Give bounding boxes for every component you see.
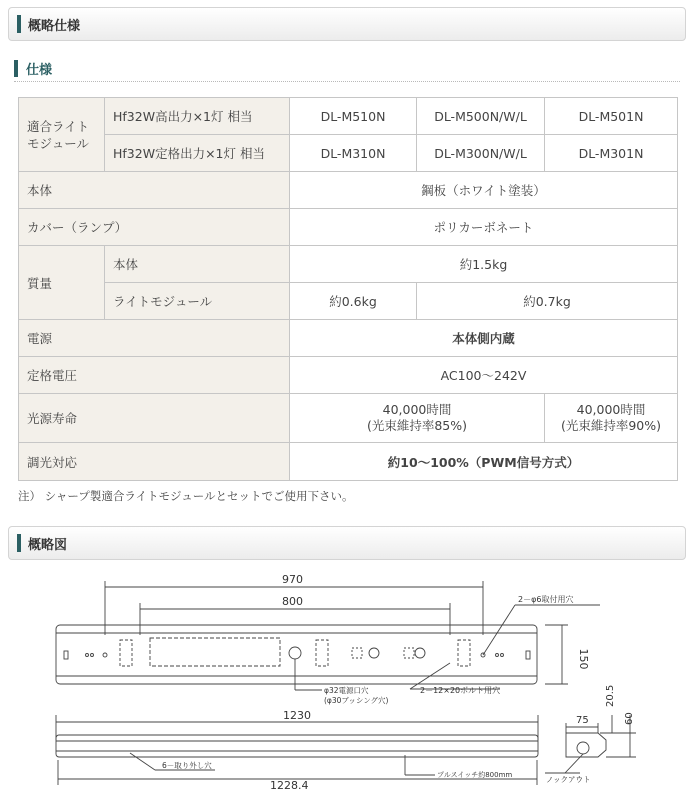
bushing-hole-label: (φ30ブッシング穴) bbox=[324, 696, 389, 705]
table-row bbox=[19, 98, 678, 135]
header-accent-bar bbox=[17, 15, 21, 33]
drawing-section-header bbox=[8, 526, 686, 560]
module-rated-output-label: Hf32W定格出力×1灯 相当 bbox=[105, 135, 290, 172]
body-value: 鋼板（ホワイト塗装） bbox=[290, 172, 678, 209]
table-row bbox=[19, 357, 678, 394]
table-row bbox=[19, 320, 678, 357]
spec-section-title: 概略仕様 bbox=[28, 18, 81, 34]
power-label: 電源 bbox=[19, 320, 290, 357]
header-accent-bar bbox=[17, 534, 21, 552]
dimming-value: 約10～100%（PWM信号方式） bbox=[290, 443, 678, 481]
table-row bbox=[19, 246, 678, 283]
module-cell: DL-M501N bbox=[545, 98, 678, 135]
sub-header-accent-bar bbox=[14, 60, 18, 77]
module-high-output-label: Hf32W高出力×1灯 相当 bbox=[105, 98, 290, 135]
light-module-label: 適合ライト モジュール bbox=[19, 98, 105, 172]
module-cell: DL-M310N bbox=[290, 135, 417, 172]
mass-module-value-2: 約0.7kg bbox=[417, 283, 678, 320]
life-label: 光源寿命 bbox=[19, 394, 290, 443]
module-cell: DL-M300N/W/L bbox=[417, 135, 545, 172]
life-value-2: 40,000時間 (光束維持率90%) bbox=[545, 394, 678, 443]
drawing-section-title: 概略図 bbox=[28, 537, 68, 553]
dim-1228: 1228.4 bbox=[270, 779, 309, 792]
module-cell: DL-M301N bbox=[545, 135, 678, 172]
spec-table bbox=[18, 97, 678, 481]
outline-drawing bbox=[0, 565, 693, 804]
table-row bbox=[19, 135, 678, 172]
dim-1230: 1230 bbox=[283, 709, 311, 722]
table-row bbox=[19, 172, 678, 209]
mass-body-value: 約1.5kg bbox=[290, 246, 678, 283]
mass-body-label: 本体 bbox=[105, 246, 290, 283]
table-row bbox=[19, 209, 678, 246]
module-cell: DL-M510N bbox=[290, 98, 417, 135]
spec-sub-header bbox=[14, 56, 680, 82]
pull-switch-label: プルスイッチ約800mm bbox=[437, 771, 513, 779]
mass-module-label: ライトモジュール bbox=[105, 283, 290, 320]
usage-note: 注） シャープ製適合ライトモジュールとセットでご使用下さい。 bbox=[18, 489, 354, 503]
mass-label: 質量 bbox=[19, 246, 105, 320]
dimming-label: 調光対応 bbox=[19, 443, 290, 481]
dim-20-5: 20.5 bbox=[605, 684, 616, 707]
table-row bbox=[19, 283, 678, 320]
dim-970: 970 bbox=[282, 573, 303, 586]
knockout-label: ノックアウト bbox=[546, 775, 591, 784]
power-value: 本体側内蔵 bbox=[290, 320, 678, 357]
table-row bbox=[19, 443, 678, 481]
dim-60: 60 bbox=[624, 712, 635, 725]
mount-hole-label: 2－φ6取付用穴 bbox=[518, 595, 574, 604]
body-label: 本体 bbox=[19, 172, 290, 209]
life-value-1: 40,000時間 (光束維持率85%) bbox=[290, 394, 545, 443]
voltage-value: AC100～242V bbox=[290, 357, 678, 394]
module-cell: DL-M500N/W/L bbox=[417, 98, 545, 135]
spec-sub-title: 仕様 bbox=[26, 63, 53, 78]
table-row bbox=[19, 394, 678, 443]
cover-label: カバー（ランプ） bbox=[19, 209, 290, 246]
knockout6-label: 6－取り外し穴 bbox=[162, 761, 212, 770]
power-hole-label: φ32電源口穴 bbox=[324, 686, 369, 695]
dim-150: 150 bbox=[577, 648, 590, 670]
spec-section-header bbox=[8, 7, 686, 41]
voltage-label: 定格電圧 bbox=[19, 357, 290, 394]
bolt-hole-label: 2－12×20ボルト用穴 bbox=[420, 686, 501, 695]
dim-75: 75 bbox=[576, 715, 589, 726]
mass-module-value-1: 約0.6kg bbox=[290, 283, 417, 320]
dim-800: 800 bbox=[282, 595, 303, 608]
cover-value: ポリカーボネート bbox=[290, 209, 678, 246]
